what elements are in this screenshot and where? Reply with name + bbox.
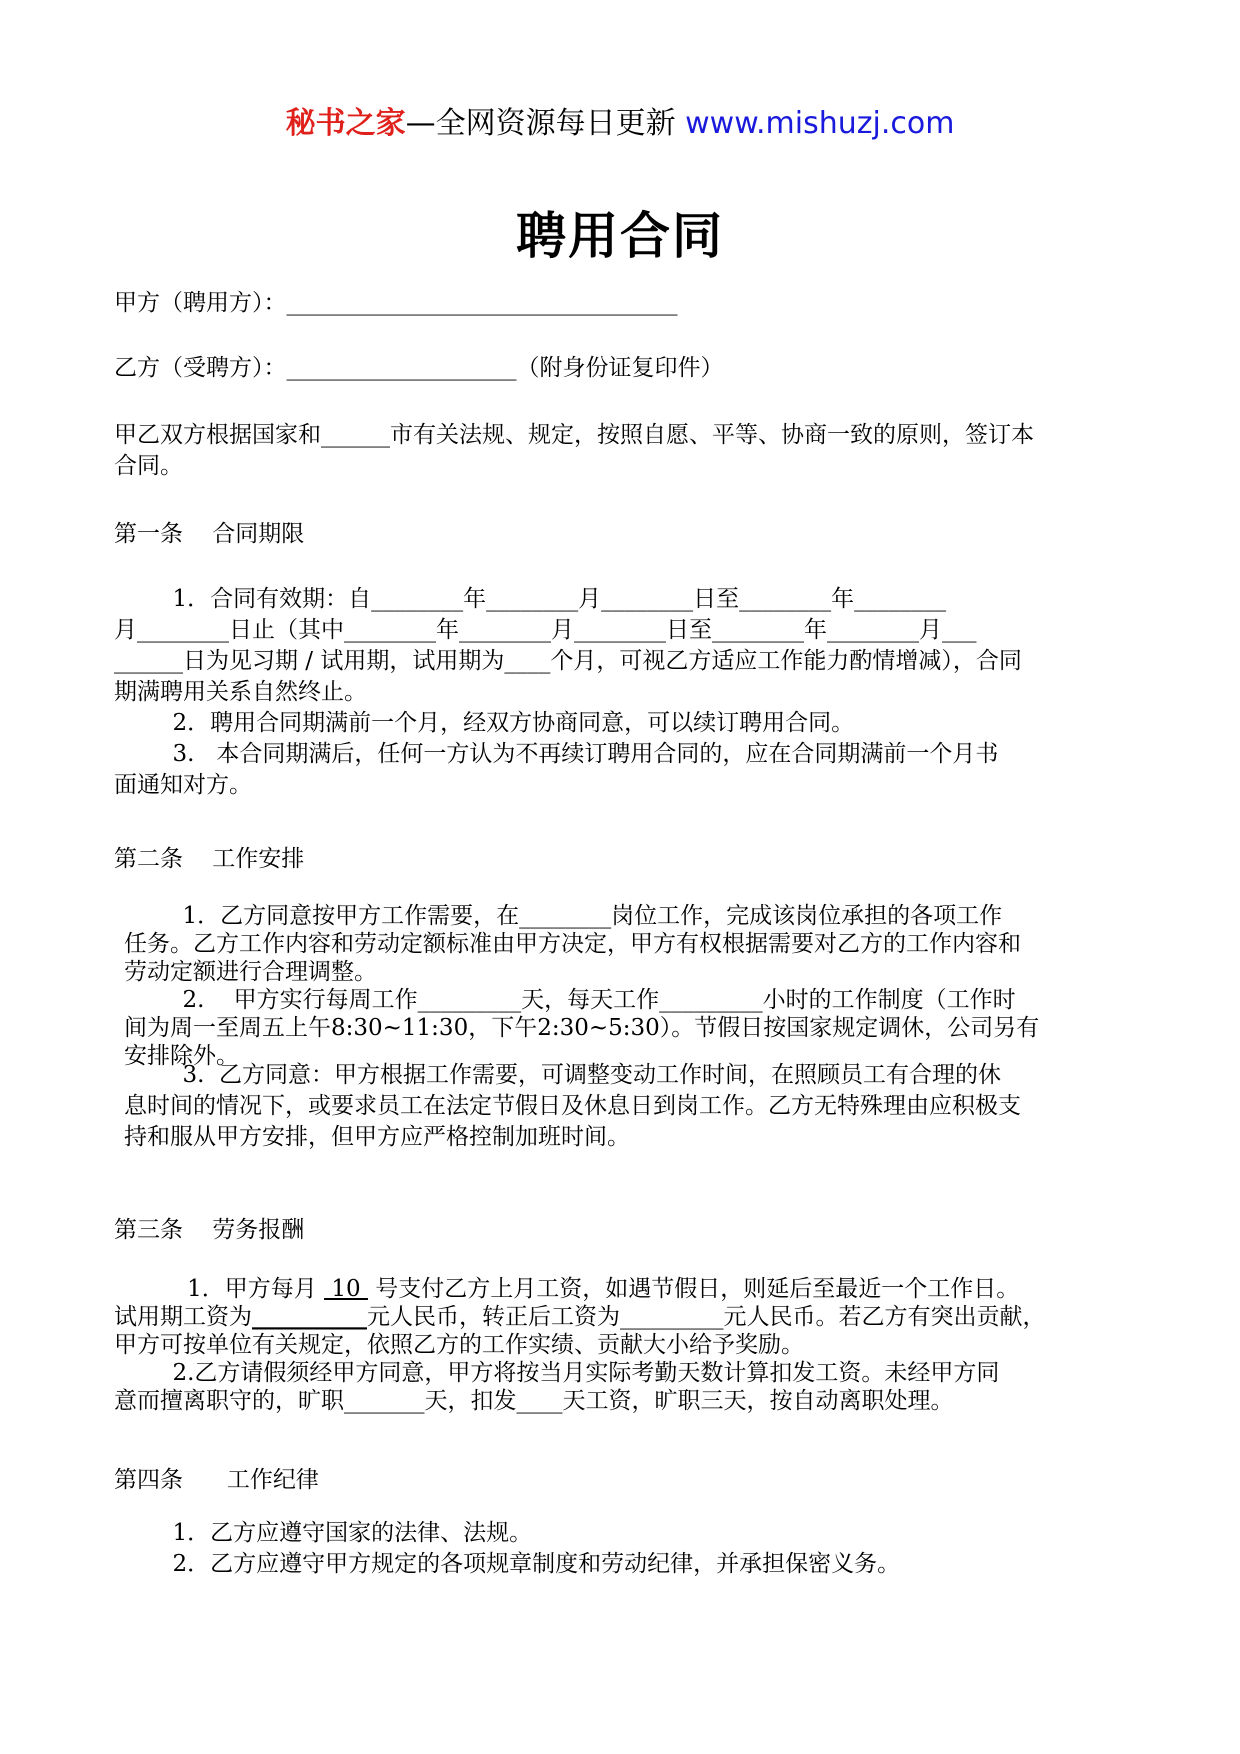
article-4-heading: 第四条 工作纪律 xyxy=(114,1467,319,1493)
article-1-line: 月________日止（其中________年________月________日至________年________月___ xyxy=(114,617,977,643)
article-3-line xyxy=(114,1275,1134,1303)
article-3-body xyxy=(114,1275,1134,1415)
article-3-line: 甲方可按单位有关规定，依照乙方的工作实绩、贡献大小给予奖励。 xyxy=(114,1332,804,1358)
preamble-line: 合同。 xyxy=(114,453,183,479)
probation-salary-blank: __________ xyxy=(252,1303,367,1330)
article-3-heading: 第三条 劳务报酬 xyxy=(114,1217,305,1243)
article-4-line: 2．乙方应遵守甲方规定的各项规章制度和劳动纪律，并承担保密义务。 xyxy=(114,1551,901,1577)
preamble-paragraph xyxy=(114,420,1134,482)
preamble-line: 甲乙双方根据国家和______市有关法规、规定，按照自愿、平等、协商一致的原则，签订本 xyxy=(114,422,1034,448)
article-4-body xyxy=(114,1518,1134,1580)
article-2-line: 2. 甲方实行每周工作_________天，每天工作_________小时的工作制度（工作时 xyxy=(124,987,1016,1013)
article-1-body xyxy=(114,584,1134,801)
article-3-text: 元人民币，转正后工资为_________元人民币。若乙方有突出贡献， xyxy=(367,1304,1046,1330)
article-2-line: 1．乙方同意按甲方工作需要，在________岗位工作，完成该岗位承担的各项工作 xyxy=(124,903,1003,929)
article-3-text: 1．甲方每月 xyxy=(114,1276,325,1302)
article-1-heading: 第一条 合同期限 xyxy=(114,521,305,547)
article-2-line: 安排除外。 xyxy=(124,1043,239,1069)
article-3-line xyxy=(114,1303,1134,1331)
article-2-line: 间为周一至周五上午8:30~11:30，下午2:30~5:30）。节假日按国家规定调休，公司另有 xyxy=(124,1015,1040,1041)
article-2-body xyxy=(124,902,1144,1070)
article-2-line: 劳动定额进行合理调整。 xyxy=(124,959,377,985)
article-1-line: 期满聘用关系自然终止。 xyxy=(114,679,367,705)
article-3-line: 2.乙方请假须经甲方同意，甲方将按当月实际考勤天数计算扣发工资。未经甲方同 xyxy=(114,1360,1000,1386)
article-3-text: 试用期工资为 xyxy=(114,1304,252,1330)
article-2-line: 持和服从甲方安排，但甲方应严格控制加班时间。 xyxy=(124,1124,630,1150)
article-1-line: 1．合同有效期：自________年________月________日至________年________ xyxy=(114,586,947,612)
site-banner xyxy=(0,98,1240,142)
article-2-line: 任务。乙方工作内容和劳动定额标准由甲方决定，甲方有权根据需要对乙方的工作内容和 xyxy=(124,931,1021,957)
party-a-line: 甲方（聘用方）：__________________________________ xyxy=(114,290,678,316)
banner-brand: 秘书之家 xyxy=(285,106,406,141)
article-3-line: 意而擅离职守的，旷职_______天，扣发____天工资，旷职三天，按自动离职处理。 xyxy=(114,1388,954,1414)
pay-day-value: 10 xyxy=(324,1276,368,1302)
article-2-heading: 第二条 工作安排 xyxy=(114,846,305,872)
article-1-line: 面通知对方。 xyxy=(114,772,252,798)
article-1-line: ______日为见习期 / 试用期，试用期为____个月，可视乙方适应工作能力酌情增减），合同 xyxy=(114,648,1022,674)
document-title: 聘用合同 xyxy=(516,207,724,265)
banner-url-link[interactable]: www.mishuzj.com xyxy=(685,106,955,141)
article-2-line: 3. 乙方同意：甲方根据工作需要，可调整变动工作时间，在照顾员工有合理的休 xyxy=(124,1062,1002,1088)
banner-slogan: —全网资源每日更新 xyxy=(405,106,676,141)
article-2-line: 息时间的情况下，或要求员工在法定节假日及休息日到岗工作。乙方无特殊理由应积极支 xyxy=(124,1093,1021,1119)
party-b-line: 乙方（受聘方）：____________________（附身份证复印件） xyxy=(114,355,724,381)
article-1-line: 2．聘用合同期满前一个月，经双方协商同意，可以续订聘用合同。 xyxy=(114,710,855,736)
article-3-text: 号支付乙方上月工资，如遇节假日，则延后至最近一个工作日。 xyxy=(367,1276,1020,1302)
article-4-line: 1．乙方应遵守国家的法律、法规。 xyxy=(114,1520,533,1546)
article-2-clause-3 xyxy=(124,1060,1144,1153)
article-1-line: 3. 本合同期满后，任何一方认为不再续订聘用合同的，应在合同期满前一个月书 xyxy=(114,741,999,767)
